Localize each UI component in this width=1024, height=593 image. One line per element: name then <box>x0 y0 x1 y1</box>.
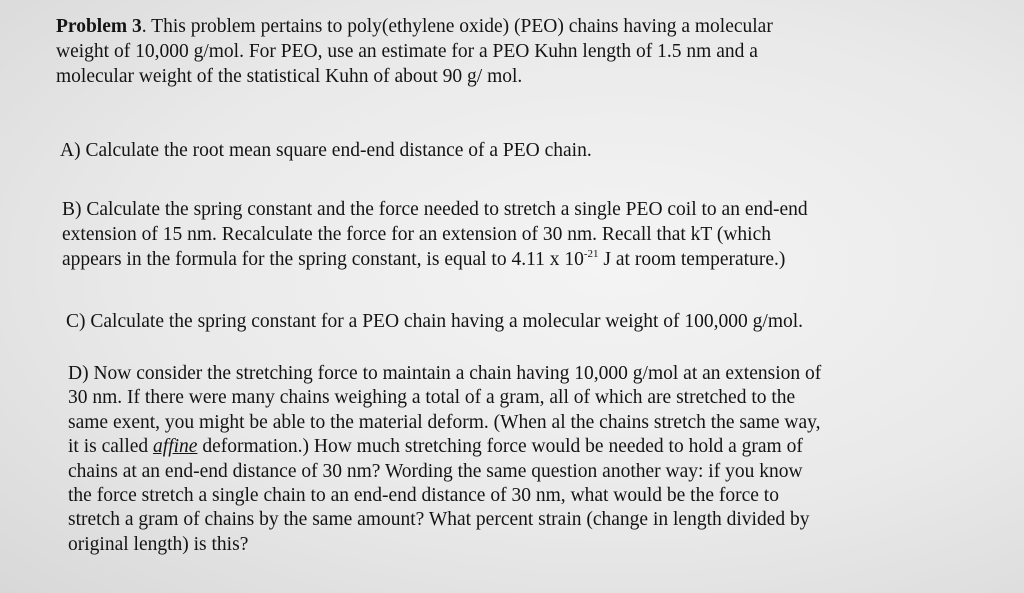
part-b-line3-post: J at room temperature.) <box>598 249 786 270</box>
part-d-line: 30 nm. If there were many chains weighing a total of a gram, all of which are stretched to the <box>68 387 796 409</box>
intro-line <box>56 14 996 39</box>
part-d-line: same exent, you might be able to the material deform. (When al the chains stretch the same way, <box>68 411 821 433</box>
part-c-line: C) Calculate the spring constant for a PEO chain having a molecular weight of 100,000 g/mol. <box>66 311 804 332</box>
part-b <box>62 197 1002 272</box>
intro-text: . This problem pertains to poly(ethylene oxide) (PEO) chains having a molecular <box>141 16 773 37</box>
part-d-line: chains at an end-end distance of 30 nm? Wording the same question another way: if you know <box>68 460 803 482</box>
affine-pre: it is called <box>68 436 154 458</box>
part-d-line <box>68 435 1008 459</box>
part-d-line: D) Now consider the stretching force to maintain a chain having 10,000 g/mol at an extension of <box>68 363 822 384</box>
part-c <box>66 309 986 334</box>
part-b-line <box>62 247 1002 272</box>
problem-intro <box>56 14 996 89</box>
part-b-line: extension of 15 nm. Recalculate the force for an extension of 30 nm. Recall that kT (which <box>62 224 771 245</box>
intro-line: molecular weight of the statistical Kuhn of about 90 g/ mol. <box>56 66 523 87</box>
part-d-line: original length) is this? <box>68 533 249 555</box>
part-b-line3-pre: appears in the formula for the spring constant, is equal to 4.11 x 10 <box>62 249 584 270</box>
affine-post: deformation.) How much stretching force would be needed to hold a gram of <box>197 436 803 458</box>
part-a <box>60 138 960 163</box>
problem-title: Problem 3 <box>56 16 142 37</box>
affine-word: affine <box>153 436 198 458</box>
exponent: -21 <box>583 248 599 260</box>
intro-line: weight of 10,000 g/mol. For PEO, use an estimate for a PEO Kuhn length of 1.5 nm and a <box>56 41 758 62</box>
part-d-line: stretch a gram of chains by the same amount? What percent strain (change in length divided by <box>68 509 810 531</box>
part-d <box>68 362 1008 557</box>
part-a-line: A) Calculate the root mean square end-end distance of a PEO chain. <box>60 140 592 161</box>
part-b-line: B) Calculate the spring constant and the force needed to stretch a single PEO coil to an end-end <box>62 199 808 220</box>
part-d-line: the force stretch a single chain to an end-end distance of 30 nm, what would be the force to <box>68 485 779 507</box>
